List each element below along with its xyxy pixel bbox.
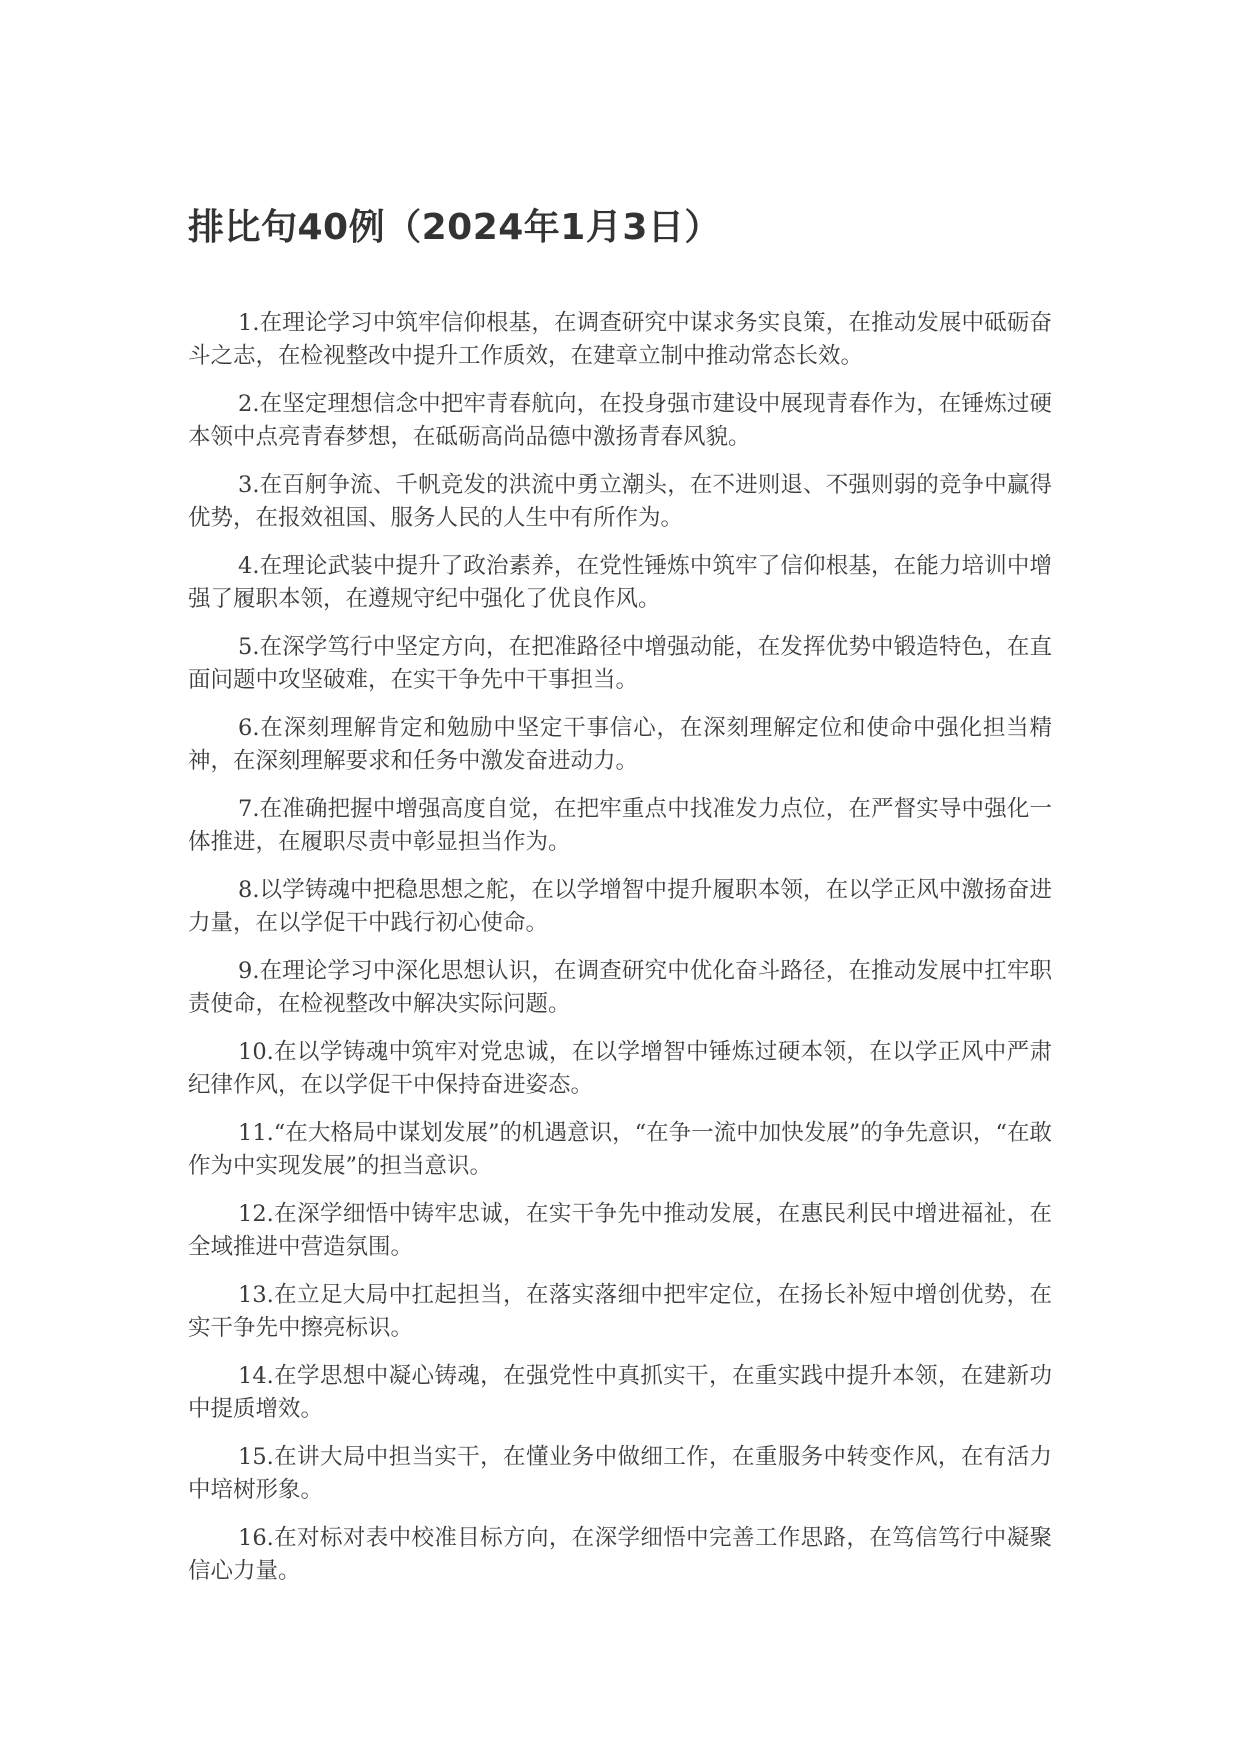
paragraph-10: 10.在以学铸魂中筑牢对党忠诚，在以学增智中锤炼过硬本领，在以学正风中严肃纪律作风，在以学促干中保持奋进姿态。	[188, 1039, 1052, 1098]
paragraph-15: 15.在讲大局中担当实干，在懂业务中做细工作，在重服务中转变作风，在有活力中培树形象。	[188, 1444, 1052, 1503]
document-title: 排比句40例（2024年1月3日）	[188, 207, 721, 248]
document-body	[188, 307, 1052, 1603]
paragraph-5: 5.在深学笃行中坚定方向，在把准路径中增强动能，在发挥优势中锻造特色，在直面问题中攻坚破难，在实干争先中干事担当。	[188, 634, 1052, 693]
paragraph-7: 7.在准确把握中增强高度自觉，在把牢重点中找准发力点位，在严督实导中强化一体推进，在履职尽责中彰显担当作为。	[188, 796, 1052, 855]
paragraph-13: 13.在立足大局中扛起担当，在落实落细中把牢定位，在扬长补短中增创优势，在实干争先中擦亮标识。	[188, 1282, 1052, 1341]
paragraph-11: 11.“在大格局中谋划发展”的机遇意识，“在争一流中加快发展”的争先意识，“在敢作为中实现发展”的担当意识。	[188, 1120, 1052, 1179]
paragraph-12: 12.在深学细悟中铸牢忠诚，在实干争先中推动发展，在惠民利民中增进福祉，在全域推进中营造氛围。	[188, 1201, 1052, 1260]
paragraph-1: 1.在理论学习中筑牢信仰根基，在调查研究中谋求务实良策，在推动发展中砥砺奋斗之志，在检视整改中提升工作质效，在建章立制中推动常态长效。	[188, 310, 1052, 369]
paragraph-8: 8.以学铸魂中把稳思想之舵，在以学增智中提升履职本领，在以学正风中激扬奋进力量，在以学促干中践行初心使命。	[188, 877, 1052, 936]
paragraph-16: 16.在对标对表中校准目标方向，在深学细悟中完善工作思路，在笃信笃行中凝聚信心力量。	[188, 1525, 1052, 1584]
paragraph-2: 2.在坚定理想信念中把牢青春航向，在投身强市建设中展现青春作为，在锤炼过硬本领中点亮青春梦想，在砥砺高尚品德中激扬青春风貌。	[188, 391, 1052, 450]
paragraph-9: 9.在理论学习中深化思想认识，在调查研究中优化奋斗路径，在推动发展中扛牢职责使命，在检视整改中解决实际问题。	[188, 958, 1052, 1017]
paragraph-4: 4.在理论武装中提升了政治素养，在党性锤炼中筑牢了信仰根基，在能力培训中增强了履职本领，在遵规守纪中强化了优良作风。	[188, 553, 1052, 612]
paragraph-6: 6.在深刻理解肯定和勉励中坚定干事信心，在深刻理解定位和使命中强化担当精神，在深刻理解要求和任务中激发奋进动力。	[188, 715, 1052, 774]
paragraph-14: 14.在学思想中凝心铸魂，在强党性中真抓实干，在重实践中提升本领，在建新功中提质增效。	[188, 1363, 1052, 1422]
paragraph-3: 3.在百舸争流、千帆竞发的洪流中勇立潮头，在不进则退、不强则弱的竞争中赢得优势，在报效祖国、服务人民的人生中有所作为。	[188, 472, 1052, 531]
